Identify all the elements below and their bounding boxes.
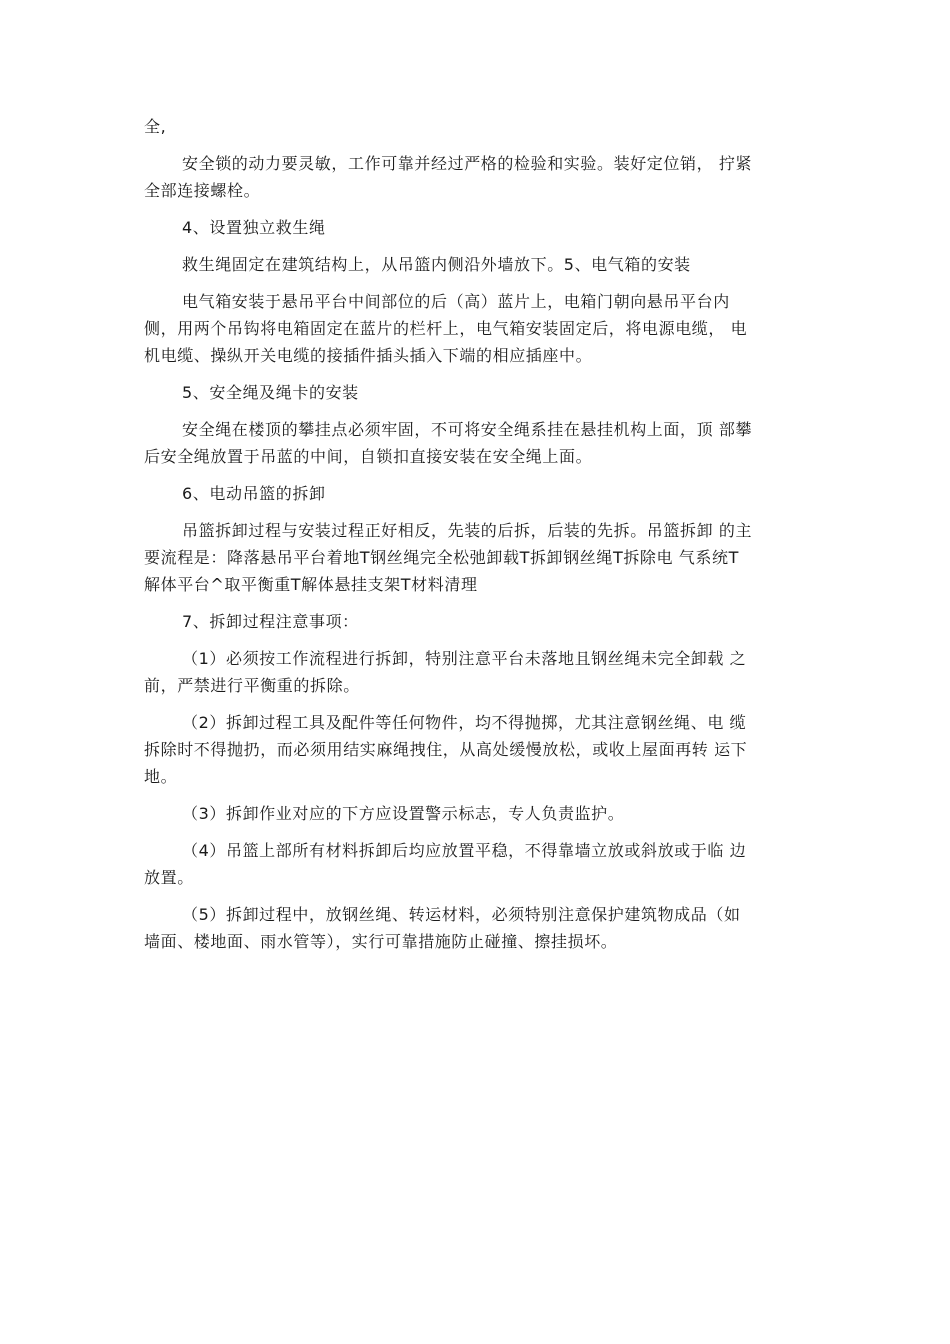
text-line: 放置。 — [144, 868, 194, 887]
text-line: （4）吊篮上部所有材料拆卸后均应放置平稳，不得靠墙立放或斜放或于临 边 — [182, 841, 747, 860]
text-line: 安全绳在楼顶的攀挂点必须牢固，不可将安全绳系挂在悬挂机构上面，顶 部攀 — [182, 420, 753, 439]
text-line: 电气箱安装于悬吊平台中间部位的后（高）蓝片上，电箱门朝向悬吊平台内 — [182, 292, 730, 311]
text-line: 全, — [144, 117, 167, 136]
paragraph-5 — [144, 288, 819, 369]
text-line: （2）拆卸过程工具及配件等任何物件，均不得抛掷，尤其注意钢丝绳、电 缆 — [182, 713, 747, 732]
text-line: 前，严禁进行平衡重的拆除。 — [144, 676, 360, 695]
text-line: 5、安全绳及绳卡的安装 — [182, 383, 359, 402]
paragraph-14 — [144, 837, 819, 891]
paragraph-1 — [144, 113, 819, 140]
document-body — [144, 113, 819, 965]
paragraph-7 — [144, 416, 819, 470]
paragraph-12 — [144, 709, 819, 790]
text-line: 拆除时不得抛扔，而必须用结实麻绳拽住，从高处缓慢放松，或收上屋面再转 运下 — [144, 740, 748, 759]
paragraph-11 — [144, 645, 819, 699]
text-line: 机电缆、操纵开关电缆的接插件插头插入下端的相应插座中。 — [144, 346, 593, 365]
text-line: 6、电动吊篮的拆卸 — [182, 484, 326, 503]
text-line: （3）拆卸作业对应的下方应设置警示标志，专人负责监护。 — [182, 804, 625, 823]
section-heading-7 — [144, 608, 819, 635]
text-line: 地。 — [144, 767, 178, 786]
text-line: 侧，用两个吊钩将电箱固定在蓝片的栏杆上，电气箱安装固定后，将电源电缆， 电 — [144, 319, 748, 338]
text-line: 救生绳固定在建筑结构上，从吊篮内侧沿外墙放下。5、电气箱的安装 — [182, 255, 691, 274]
section-heading-6 — [144, 480, 819, 507]
text-line: （1）必须按工作流程进行拆卸，特别注意平台未落地且钢丝绳未完全卸载 之 — [182, 649, 747, 668]
text-line: 后安全绳放置于吊蓝的中间，自锁扣直接安装在安全绳上面。 — [144, 447, 593, 466]
section-heading-5 — [144, 379, 819, 406]
paragraph-4 — [144, 251, 819, 278]
paragraph-13 — [144, 800, 819, 827]
text-line: 4、设置独立救生绳 — [182, 218, 326, 237]
paragraph-2 — [144, 150, 819, 204]
text-line: 要流程是：降落悬吊平台着地T钢丝绳完全松弛卸载T拆卸钢丝绳T拆除电 气系统T — [144, 548, 739, 567]
text-line: 解体平台^取平衡重T解体悬挂支架T材料清理 — [144, 575, 478, 594]
paragraph-15 — [144, 901, 819, 955]
section-heading-4 — [144, 214, 819, 241]
text-line: 7、拆卸过程注意事项： — [182, 612, 359, 631]
text-line: 墙面、楼地面、雨水管等），实行可靠措施防止碰撞、擦挂损坏。 — [144, 932, 618, 951]
text-line: 吊篮拆卸过程与安装过程正好相反，先装的后拆，后装的先拆。吊篮拆卸 的主 — [182, 521, 753, 540]
text-line: 安全锁的动力要灵敏，工作可靠并经过严格的检验和实验。装好定位销， 拧紧 — [182, 154, 753, 173]
paragraph-9 — [144, 517, 819, 598]
text-line: （5）拆卸过程中，放钢丝绳、转运材料，必须特别注意保护建筑物成品（如 — [182, 905, 741, 924]
text-line: 全部连接螺栓。 — [144, 181, 261, 200]
